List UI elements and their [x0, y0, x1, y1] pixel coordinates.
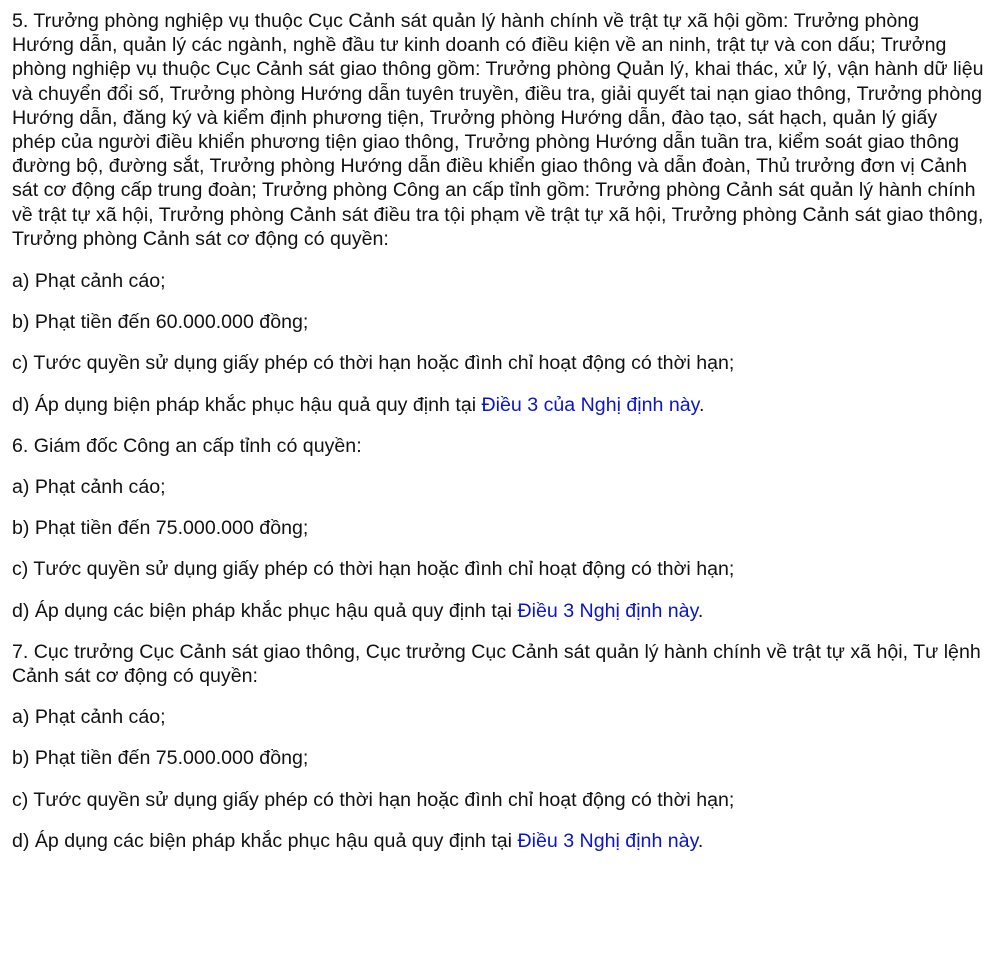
section-6-item-d	[12, 599, 986, 623]
dieu-3-link[interactable]: Điều 3 của Nghị định này	[481, 393, 700, 416]
section-5-item-d-suffix: .	[699, 393, 705, 416]
section-6-item-d-text: d) Áp dụng các biện pháp khắc phục hậu quả quy định tại	[12, 599, 518, 622]
section-5-item-a: a) Phạt cảnh cáo;	[12, 270, 166, 293]
section-6-item-c: c) Tước quyền sử dụng giấy phép có thời hạn hoặc đình chỉ hoạt động có thời hạn;	[12, 558, 735, 581]
section-5-item-d-text: d) Áp dụng biện pháp khắc phục hậu quả quy định tại	[12, 393, 482, 416]
section-6-intro: 6. Giám đốc Công an cấp tỉnh có quyền:	[12, 434, 362, 457]
dieu-3-link[interactable]: Điều 3 Nghị định này	[517, 829, 698, 852]
section-5-intro: 5. Trưởng phòng nghiệp vụ thuộc Cục Cảnh sát quản lý hành chính về trật tự xã hội gồm: Trưởng phòng Hướng dẫn, quản lý các ngành, nghề đầu tư kinh doanh có điều kiện về an ninh, trật tự và con dấu; Trưởng phòng nghiệp vụ thuộc Cục Cảnh sát giao thông gồm: Trưởng phòng Quản lý, khai thác, xử lý, vận hành dữ liệu và chuyển đổi số, Trưởng phòng Hướng dẫn tuyên truyền, điều tra, giải quyết tai nạn giao thông, Trưởng phòng Hướng dẫn, đăng ký và kiểm định phương tiện, Trưởng phòng Hướng dẫn, đào tạo, sát hạch, quản lý giấy phép của người điều khiển phương tiện giao thông, Trưởng phòng Hướng dẫn tuần tra, kiểm soát giao thông đường bộ, đường sắt, Trưởng phòng Hướng dẫn điều khiển giao thông và dẫn đoàn, Thủ trưởng đơn vị Cảnh sát cơ động cấp trung đoàn; Trưởng phòng Công an cấp tỉnh gồm: Trưởng phòng Cảnh sát quản lý hành chính về trật tự xã hội, Trưởng phòng Cảnh sát điều tra tội phạm về trật tự xã hội, Trưởng phòng Cảnh sát giao thông, Trưởng phòng Cảnh sát cơ động có quyền:	[12, 10, 984, 250]
section-6-item-b: b) Phạt tiền đến 75.000.000 đồng;	[12, 517, 309, 540]
section-7-item-d	[12, 829, 986, 853]
section-7-item-d-text: d) Áp dụng các biện pháp khắc phục hậu quả quy định tại	[12, 829, 518, 852]
section-7-item-b: b) Phạt tiền đến 75.000.000 đồng;	[12, 747, 309, 770]
section-5-item-b: b) Phạt tiền đến 60.000.000 đồng;	[12, 311, 309, 334]
section-7-item-a: a) Phạt cảnh cáo;	[12, 706, 166, 729]
section-5-item-d	[12, 393, 986, 417]
section-7-item-c: c) Tước quyền sử dụng giấy phép có thời hạn hoặc đình chỉ hoạt động có thời hạn;	[12, 788, 735, 811]
section-6-item-a: a) Phạt cảnh cáo;	[12, 476, 166, 499]
section-5-item-c: c) Tước quyền sử dụng giấy phép có thời hạn hoặc đình chỉ hoạt động có thời hạn;	[12, 352, 735, 375]
section-7-intro: 7. Cục trưởng Cục Cảnh sát giao thông, Cục trưởng Cục Cảnh sát quản lý hành chính về trật tự xã hội, Tư lệnh Cảnh sát cơ động có quyền:	[12, 640, 981, 688]
dieu-3-link[interactable]: Điều 3 Nghị định này	[517, 599, 698, 622]
section-7-item-d-suffix: .	[697, 829, 704, 852]
section-6-item-d-suffix: .	[697, 599, 704, 622]
